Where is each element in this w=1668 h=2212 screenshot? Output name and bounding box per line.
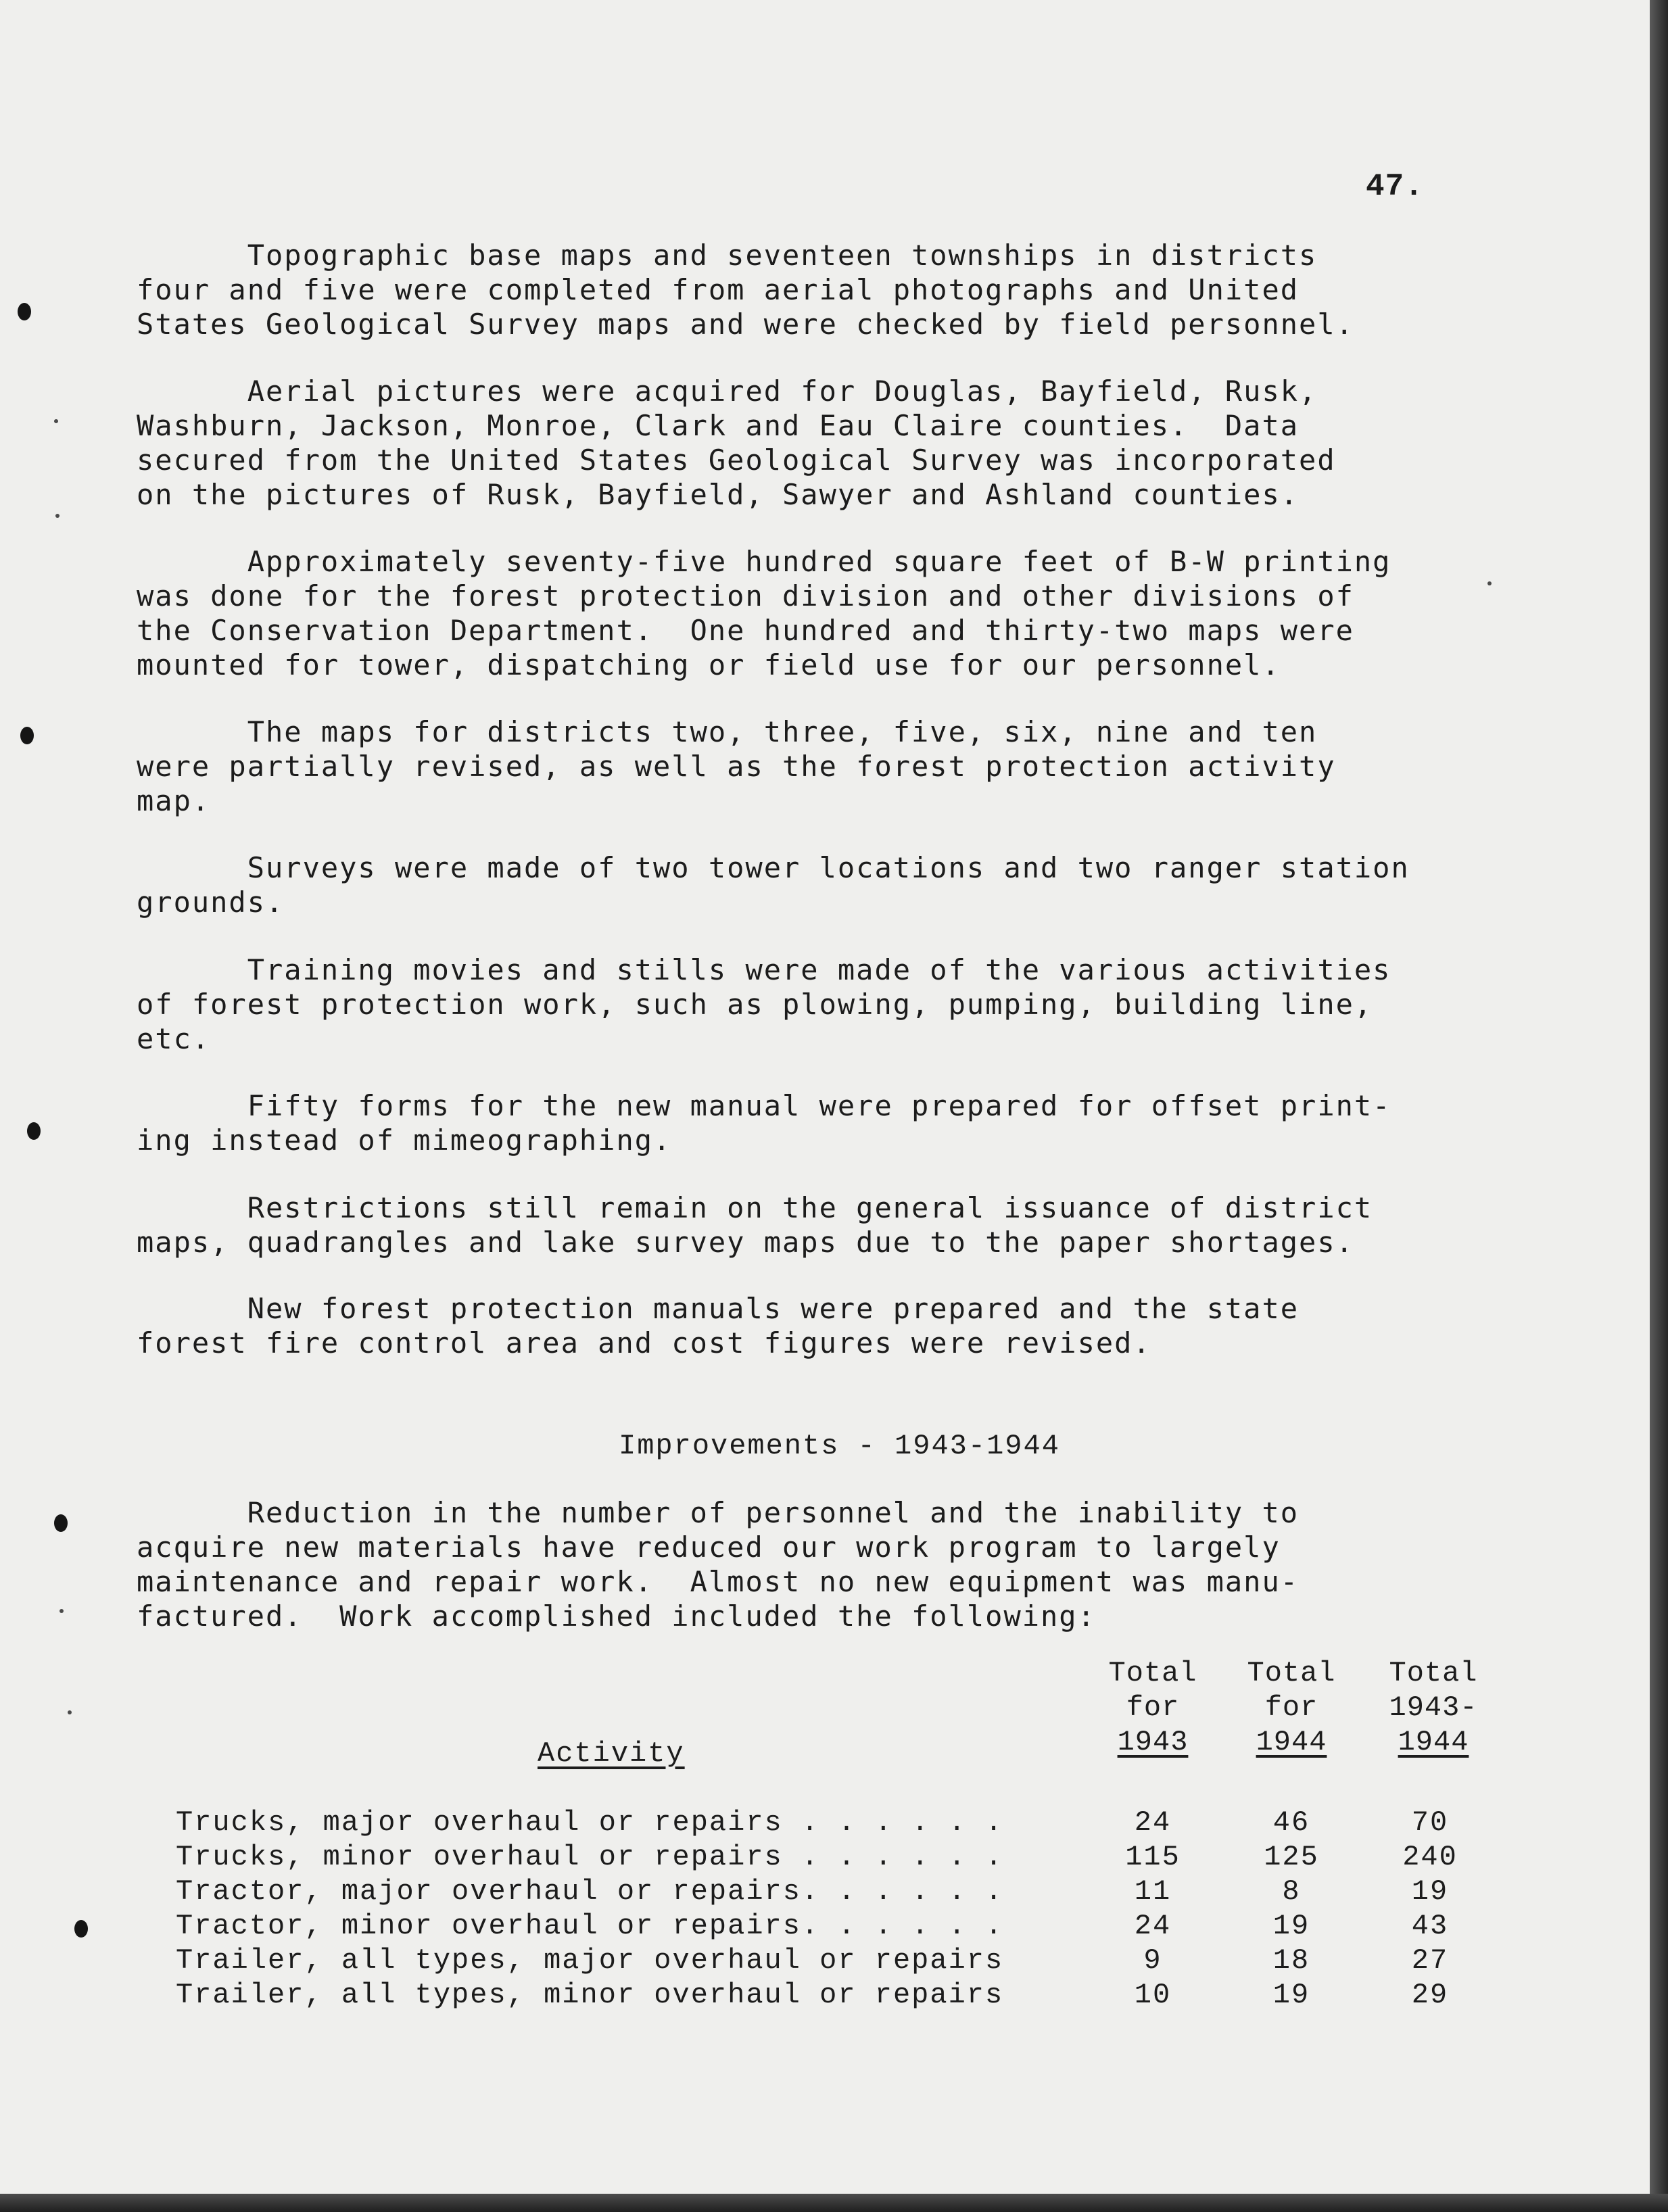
value-1944-cell: 46 [1272, 1806, 1310, 1839]
paragraph-restrictions: Restrictions still remain on the general issuance of district maps, quadrangles and lake survey maps due to the paper shortages. [137, 1191, 1373, 1259]
speck-mark [68, 1710, 72, 1714]
punch-hole-mark [20, 727, 34, 744]
punch-hole-mark [54, 1514, 68, 1532]
table-header-total-1943-1944 [1373, 1656, 1494, 1760]
table-header-total-1943 [1092, 1656, 1214, 1760]
table-row [176, 1875, 1501, 1910]
header-line: for [1126, 1691, 1180, 1724]
value-1943-cell: 115 [1125, 1841, 1181, 1873]
value-total-cell: 27 [1411, 1944, 1449, 1977]
value-1943-cell: 9 [1143, 1944, 1162, 1977]
scan-edge-right [1650, 0, 1668, 2212]
value-total-cell: 70 [1411, 1806, 1449, 1839]
header-line: Total [1108, 1657, 1197, 1689]
value-1943-cell: 24 [1134, 1806, 1172, 1839]
section-heading-improvements: Improvements - 1943-1944 [619, 1430, 1060, 1462]
value-1944-cell: 19 [1272, 1979, 1310, 2011]
table-body [176, 1806, 1501, 2013]
activity-cell: Trucks, minor overhaul or repairs . . . . . . [176, 1841, 1004, 1873]
speck-mark [59, 1609, 64, 1613]
value-total-cell: 240 [1402, 1841, 1458, 1873]
activity-cell: Trailer, all types, minor overhaul or repairs [176, 1979, 1004, 2011]
speck-mark [55, 514, 59, 518]
paragraph-training-movies: Training movies and stills were made of the various activities of forest protection work, such as plowing, pumping, building line, etc. [137, 953, 1391, 1055]
paragraph-reduction: Reduction in the number of personnel and the inability to acquire new materials have reduced our work program to largely maintenance and repair work. Almost no new equipment was manu- factured. Work accomplished included the following: [137, 1496, 1300, 1633]
header-line: for [1264, 1691, 1318, 1724]
value-total-cell: 19 [1411, 1875, 1449, 1908]
improvements-table [176, 1656, 1501, 2011]
table-row [176, 1979, 1501, 2013]
value-1944-cell: 18 [1272, 1944, 1310, 1977]
table-row [176, 1841, 1501, 1875]
punch-hole-mark [27, 1122, 41, 1140]
paragraph-new-manuals: New forest protection manuals were prepared and the state forest fire control area and cost figures were revised. [137, 1292, 1300, 1360]
paragraph-fifty-forms: Fifty forms for the new manual were prepared for offset print- ing instead of mimeographing. [137, 1089, 1391, 1157]
value-1943-cell: 10 [1134, 1979, 1172, 2011]
table-row [176, 1910, 1501, 1944]
paragraph-topographic-maps: Topographic base maps and seventeen townships in districts four and five were completed from aerial photographs and United States Geological Survey maps and were checked by field personnel. [137, 239, 1354, 341]
speck-mark [54, 419, 58, 423]
value-1944-cell: 8 [1282, 1875, 1301, 1908]
value-1944-cell: 125 [1264, 1841, 1319, 1873]
value-1944-cell: 19 [1272, 1910, 1310, 1942]
paragraph-aerial-pictures: Aerial pictures were acquired for Douglas, Bayfield, Rusk, Washburn, Jackson, Monroe, Clark and Eau Claire counties. Data secured from the United States Geological Survey was incorporated on the pictures of Rusk, Bayfield, Sawyer and Ashland counties. [137, 375, 1336, 511]
activity-cell: Tractor, minor overhaul or repairs. . . . . . [176, 1910, 1004, 1942]
header-line: 1944 [1398, 1726, 1469, 1758]
value-1943-cell: 24 [1134, 1910, 1172, 1942]
punch-hole-mark [74, 1920, 88, 1938]
value-total-cell: 43 [1411, 1910, 1449, 1942]
speck-mark [1487, 581, 1492, 585]
activity-cell: Tractor, major overhaul or repairs. . . . . . [176, 1875, 1004, 1908]
activity-cell: Trailer, all types, major overhaul or repairs [176, 1944, 1004, 1977]
header-line: Total [1247, 1657, 1336, 1689]
punch-hole-mark [18, 303, 31, 320]
activity-cell: Trucks, major overhaul or repairs . . . . . . [176, 1806, 1004, 1839]
value-total-cell: 29 [1411, 1979, 1449, 2011]
paragraph-district-maps: The maps for districts two, three, five, six, nine and ten were partially revised, as well as the forest protection activity map. [137, 715, 1336, 817]
table-row [176, 1944, 1501, 1979]
table-header-total-1944 [1231, 1656, 1352, 1760]
header-line: 1944 [1256, 1726, 1327, 1758]
paragraph-bw-printing: Approximately seventy-five hundred square feet of B-W printing was done for the forest protection division and other divisions of the Conservation Department. One hundred and thirty-two maps were mounted for tower, dispatching or field use for our personnel. [137, 545, 1391, 681]
page-number: 47. [1366, 169, 1424, 204]
paragraph-surveys: Surveys were made of two tower locations and two ranger station grounds. [137, 851, 1410, 919]
table-header-activity: Activity [538, 1737, 685, 1770]
table-row [176, 1806, 1501, 1841]
header-line: 1943 [1117, 1726, 1189, 1758]
scan-edge-bottom [0, 2194, 1668, 2212]
header-line: Total [1389, 1657, 1478, 1689]
header-line: 1943- [1389, 1691, 1478, 1724]
value-1943-cell: 11 [1134, 1875, 1172, 1908]
